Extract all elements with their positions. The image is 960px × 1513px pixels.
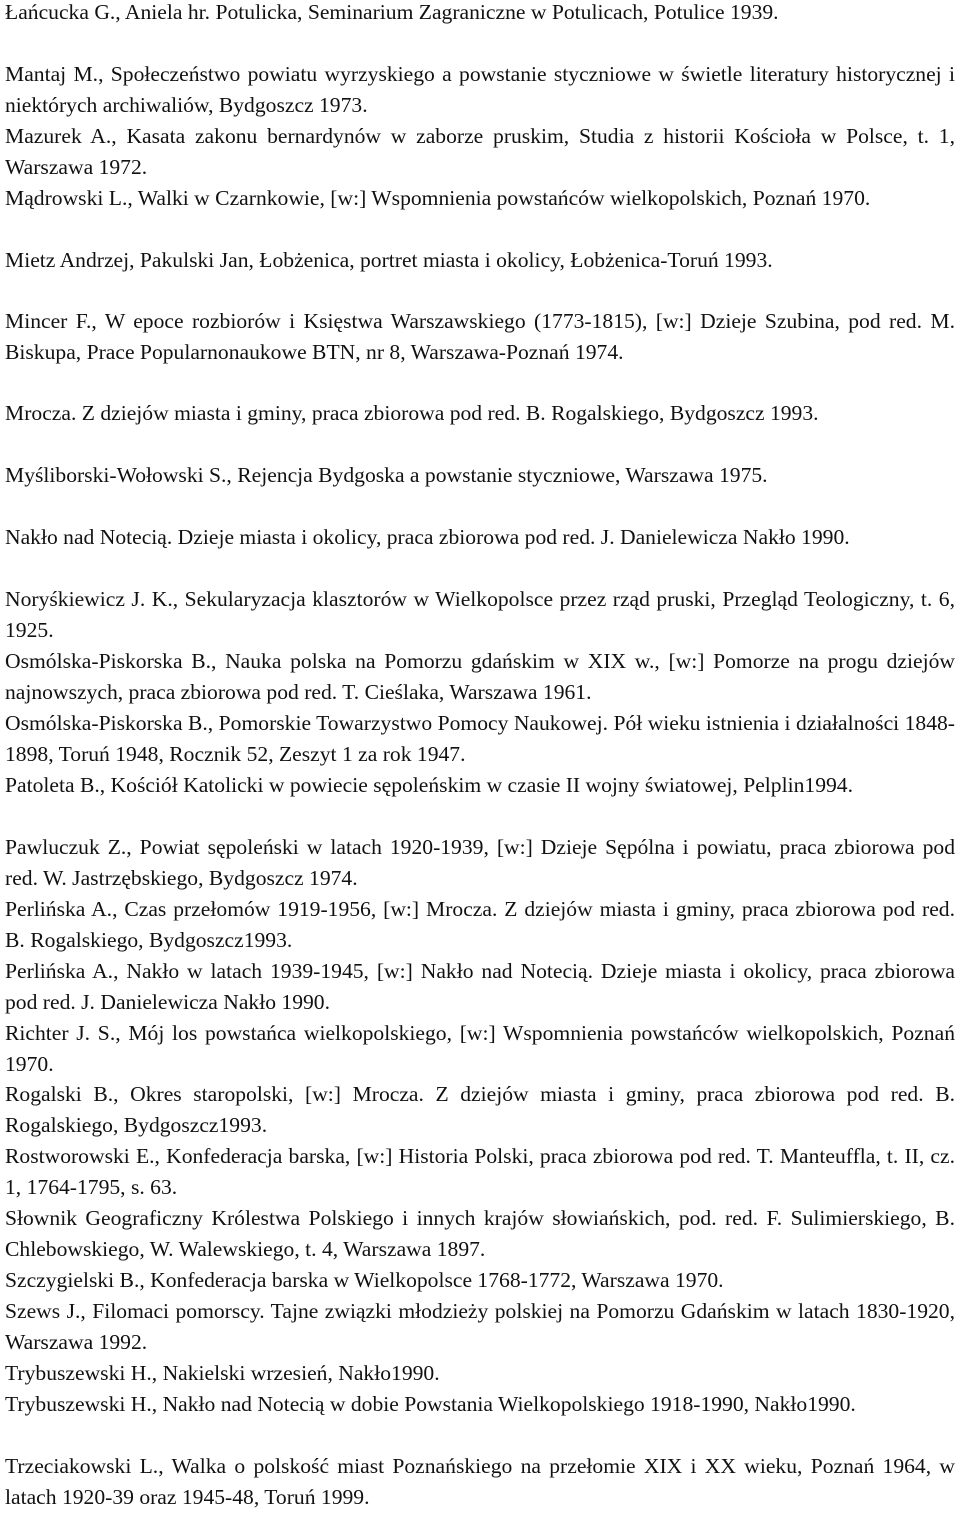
bibliography-entry: Łańcucka G., Aniela hr. Potulicka, Seminarium Zagraniczne w Potulicach, Potulice 1939. [5,0,779,24]
bibliography-entry: Trybuszewski H., Nakielski wrzesień, Nakło1990. [5,1361,440,1385]
bibliography-entry: Słownik Geograficzny Królestwa Polskiego i innych krajów słowiańskich, pod. red. F. Sulimierskiego, B. Chlebowskiego, W. Walewskiego, t. 4, Warszawa 1897. [5,1206,955,1262]
bibliography-entry: Nakło nad Notecią. Dzieje miasta i okolicy, praca zbiorowa pod red. J. Danielewicza Nakło 1990. [5,525,850,549]
bibliography-entry: Mietz Andrzej, Pakulski Jan, Łobżenica, portret miasta i okolicy, Łobżenica-Toruń 1993. [5,248,773,272]
bibliography-entry: Noryśkiewicz J. K., Sekularyzacja klasztorów w Wielkopolsce przez rząd pruski, Przegląd Teologiczny, t. 6, 1925. [5,587,955,643]
bibliography-entry: Trzeciakowski L., Walka o polskość miast Poznańskiego na przełomie XIX i XX wieku, Poznań 1964, w latach 1920-39 oraz 1945-48, Toruń 1999. [5,1454,955,1510]
bibliography-entry: Szews J., Filomaci pomorscy. Tajne związki młodzieży polskiej na Pomorzu Gdańskim w latach 1830-1920, Warszawa 1992. [5,1299,955,1355]
bibliography-entry: Osmólska-Piskorska B., Pomorskie Towarzystwo Pomocy Naukowej. Pół wieku istnienia i działalności 1848-1898, Toruń 1948, Rocznik 52, Zeszyt 1 za rok 1947. [5,711,955,767]
bibliography-entry: Pawluczuk Z., Powiat sępoleński w latach 1920-1939, [w:] Dzieje Sępólna i powiatu, praca zbiorowa pod red. W. Jastrzębskiego, Bydgoszcz 1974. [5,835,955,891]
bibliography-entry: Richter J. S., Mój los powstańca wielkopolskiego, [w:] Wspomnienia powstańców wielkopolskich, Poznań 1970. [5,1021,955,1077]
bibliography-entry: Perlińska A., Czas przełomów 1919-1956, [w:] Mrocza. Z dziejów miasta i gminy, praca zbiorowa pod red. B. Rogalskiego, Bydgoszcz1993. [5,897,955,953]
bibliography-entry: Rogalski B., Okres staropolski, [w:] Mrocza. Z dziejów miasta i gminy, praca zbiorowa pod red. B. Rogalskiego, Bydgoszcz1993. [5,1082,955,1138]
bibliography-entry: Szczygielski B., Konfederacja barska w Wielkopolsce 1768-1772, Warszawa 1970. [5,1268,724,1292]
bibliography-entry: Mincer F., W epoce rozbiorów i Księstwa Warszawskiego (1773-1815), [w:] Dzieje Szubina, pod red. M. Biskupa, Prace Popularnonaukowe BTN, nr 8, Warszawa-Poznań 1974. [5,309,955,365]
bibliography-entry: Mądrowski L., Walki w Czarnkowie, [w:] Wspomnienia powstańców wielkopolskich, Poznań 1970. [5,186,871,210]
bibliography-entry: Patoleta B., Kościół Katolicki w powiecie sępoleńskim w czasie II wojny światowej, Pelplin1994. [5,773,853,797]
bibliography-entry: Trybuszewski H., Nakło nad Notecią w dobie Powstania Wielkopolskiego 1918-1990, Nakło1990. [5,1392,856,1416]
bibliography-entry: Mantaj M., Społeczeństwo powiatu wyrzyskiego a powstanie styczniowe w świetle literatury historycznej i niektórych archiwaliów, Bydgoszcz 1973. [5,62,955,118]
bibliography-entry: Myśliborski-Wołowski S., Rejencja Bydgoska a powstanie styczniowe, Warszawa 1975. [5,463,768,487]
bibliography-entry: Mrocza. Z dziejów miasta i gminy, praca zbiorowa pod red. B. Rogalskiego, Bydgoszcz 1993. [5,401,819,425]
bibliography-entry: Perlińska A., Nakło w latach 1939-1945, [w:] Nakło nad Notecią. Dzieje miasta i okolicy, praca zbiorowa pod red. J. Danielewicza Nakło 1990. [5,959,955,1015]
bibliography-entry: Rostworowski E., Konfederacja barska, [w:] Historia Polski, praca zbiorowa pod red. T. Manteuffla, t. II, cz. 1, 1764-1795, s. 63. [5,1144,955,1200]
bibliography-entry: Osmólska-Piskorska B., Nauka polska na Pomorzu gdańskim w XIX w., [w:] Pomorze na progu dziejów najnowszych, praca zbiorowa pod red. T. Cieślaka, Warszawa 1961. [5,649,955,705]
bibliography-entry: Mazurek A., Kasata zakonu bernardynów w zaborze pruskim, Studia z historii Kościoła w Polsce, t. 1, Warszawa 1972. [5,124,955,180]
